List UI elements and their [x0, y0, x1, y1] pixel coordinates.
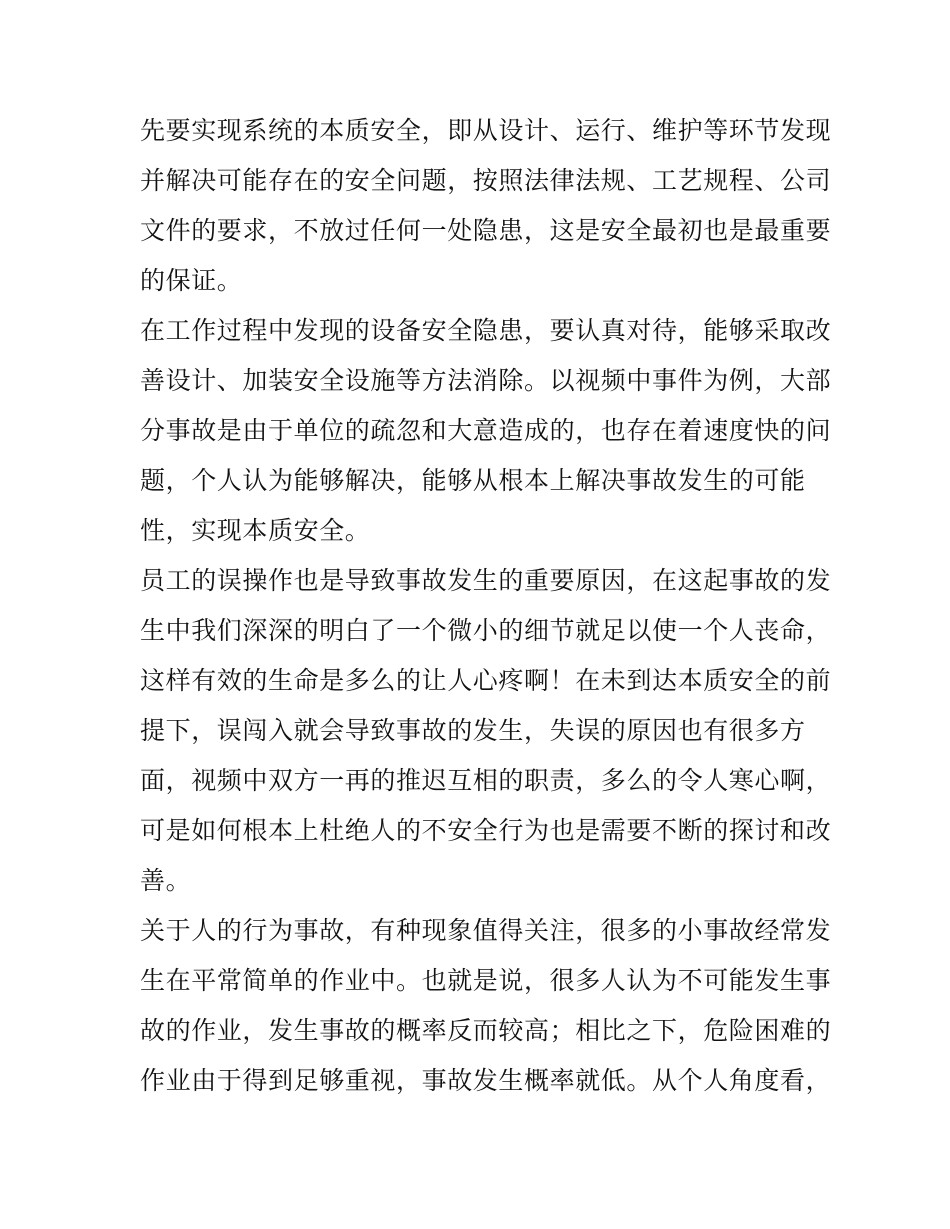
text-line: 文件的要求，不放过任何一处隐患，这是安全最初也是最重要: [140, 216, 832, 245]
text-line: 可是如何根本上杜绝人的不安全行为也是需要不断的探讨和改: [140, 816, 832, 845]
text-line: 并解决可能存在的安全问题，按照法律法规、工艺规程、公司: [140, 166, 832, 195]
paragraph-2: [140, 306, 832, 556]
text-line: 性，实现本质安全。: [140, 516, 371, 545]
text-line: 提下，误闯入就会导致事故的发生，失误的原因也有很多方: [140, 716, 806, 745]
text-line: 故的作业，发生事故的概率反而较高；相比之下，危险困难的: [140, 1016, 832, 1045]
text-line: 生在平常简单的作业中。也就是说，很多人认为不可能发生事: [140, 966, 832, 995]
text-line: 生中我们深深的明白了一个微小的细节就足以使一个人丧命，: [140, 616, 832, 645]
text-line: 在工作过程中发现的设备安全隐患，要认真对待，能够采取改: [140, 316, 832, 345]
text-line: 作业由于得到足够重视，事故发生概率就低。从个人角度看，: [140, 1066, 832, 1095]
paragraph-3: [140, 556, 832, 906]
document-body: [140, 106, 832, 1106]
text-line: 善设计、加装安全设施等方法消除。以视频中事件为例，大部: [140, 366, 832, 395]
text-line: 题，个人认为能够解决，能够从根本上解决事故发生的可能: [140, 466, 806, 495]
paragraph-1: [140, 106, 832, 306]
text-line: 的保证。: [140, 266, 243, 295]
text-line: 这样有效的生命是多么的让人心疼啊！在未到达本质安全的前: [140, 666, 832, 695]
text-line: 关于人的行为事故，有种现象值得关注，很多的小事故经常发: [140, 916, 832, 945]
text-line: 善。: [140, 866, 192, 895]
text-line: 员工的误操作也是导致事故发生的重要原因，在这起事故的发: [140, 566, 832, 595]
text-line: 先要实现系统的本质安全，即从设计、运行、维护等环节发现: [140, 116, 832, 145]
paragraph-4: [140, 906, 832, 1106]
text-line: 分事故是由于单位的疏忽和大意造成的，也存在着速度快的问: [140, 416, 832, 445]
text-line: 面，视频中双方一再的推迟互相的职责，多么的令人寒心啊，: [140, 766, 832, 795]
